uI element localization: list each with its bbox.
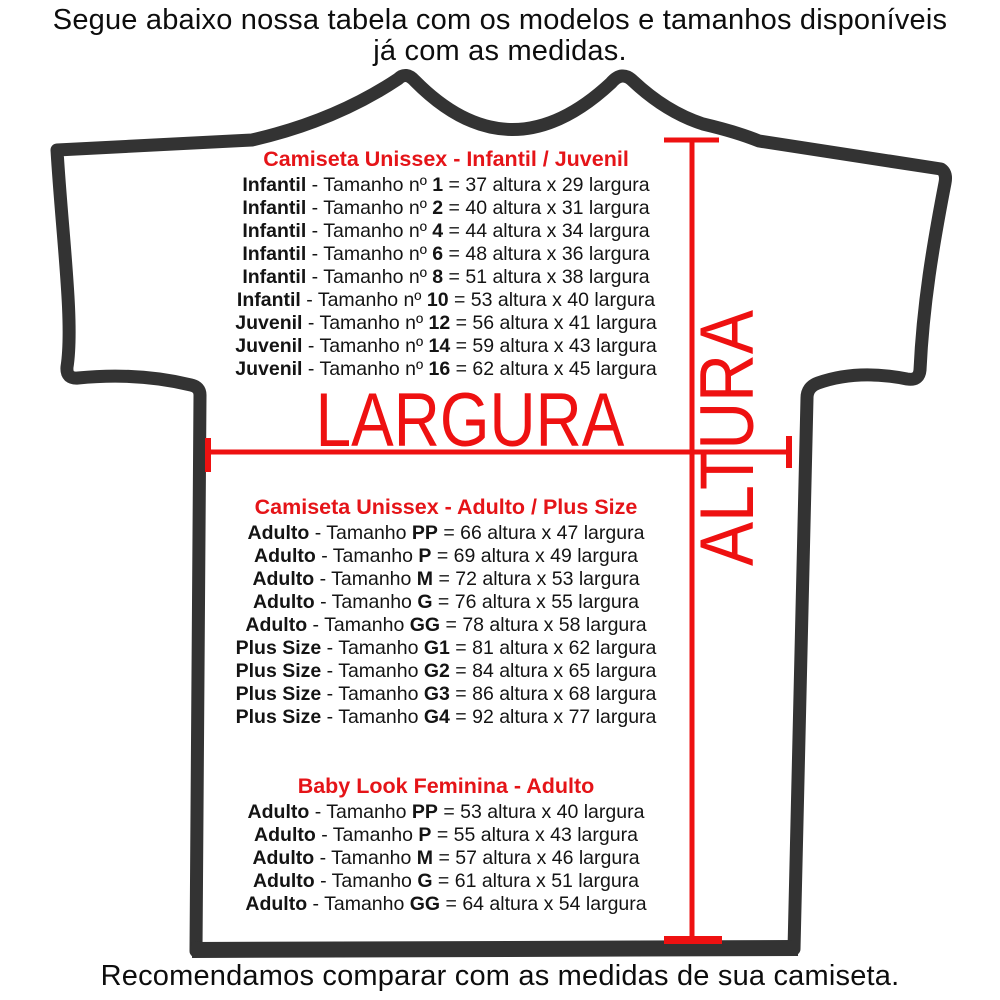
row-category: Juvenil [235,335,303,357]
row-category: Adulto [252,870,315,892]
row-category: Plus Size [235,683,322,705]
row-size: GG [409,614,441,636]
row-size: 2 [432,197,444,219]
size-row: Infantil - Tamanho nº 1 = 37 altura x 29 largura [242,174,650,196]
row-category: Juvenil [235,358,303,380]
row-size: M [416,847,434,869]
row-size: 4 [432,220,444,242]
largura-label: LARGURA [315,378,625,463]
row-category: Infantil [236,289,301,311]
section-title: Baby Look Feminina - Adulto [297,774,595,798]
row-category: Infantil [242,220,307,242]
size-row: Juvenil - Tamanho nº 16 = 62 altura x 45 largura [235,358,657,380]
row-category: Adulto [254,545,316,567]
size-row: Infantil - Tamanho nº 2 = 40 altura x 31 largura [242,197,650,219]
row-category: Infantil [242,243,307,265]
size-row: Adulto - Tamanho P = 55 altura x 43 largura [254,824,638,846]
row-size: GG [409,893,441,915]
row-category: Adulto [245,893,308,915]
row-size: G [417,870,433,892]
row-size: 8 [432,266,444,288]
row-size: P [418,545,432,567]
size-row: Adulto - Tamanho PP = 53 altura x 40 largura [247,801,645,823]
row-category: Adulto [252,568,315,590]
row-size: PP [411,522,438,544]
section-adulto-plus-size [200,494,692,729]
row-size: 6 [432,243,444,265]
size-row: Adulto - Tamanho GG = 78 altura x 58 largura [245,614,647,636]
size-row: Infantil - Tamanho nº 10 = 53 altura x 40 largura [236,289,656,311]
row-size: G2 [423,660,450,682]
section-infantil-juvenil [200,146,692,381]
section-baby-look [200,773,692,916]
size-row: Adulto - Tamanho M = 72 altura x 53 largura [252,568,640,590]
row-category: Adulto [252,847,315,869]
row-category: Infantil [242,266,307,288]
size-row: Adulto - Tamanho PP = 66 altura x 47 largura [247,522,645,544]
tshirt-hem-bar [192,948,798,950]
section-title: Camiseta Unissex - Infantil / Juvenil [263,147,629,171]
row-category: Plus Size [235,660,322,682]
row-category: Infantil [242,174,307,196]
row-category: Adulto [254,824,316,846]
footer-text: Recomendamos comparar com as medidas de sua camiseta. [100,960,900,992]
row-category: Adulto [252,591,315,613]
size-row: Juvenil - Tamanho nº 12 = 56 altura x 41 largura [235,312,657,334]
row-category: Juvenil [235,312,303,334]
size-row: Plus Size - Tamanho G4 = 92 altura x 77 largura [235,706,657,728]
size-row: Plus Size - Tamanho G2 = 84 altura x 65 largura [235,660,657,682]
size-row: Infantil - Tamanho nº 4 = 44 altura x 34 largura [242,220,650,242]
size-row: Adulto - Tamanho GG = 64 altura x 54 largura [245,893,647,915]
row-size: G1 [423,637,450,659]
size-row: Adulto - Tamanho G = 76 altura x 55 largura [252,591,640,613]
row-category: Infantil [242,197,307,219]
size-row: Adulto - Tamanho M = 57 altura x 46 largura [252,847,640,869]
row-size: 1 [432,174,444,196]
row-size: PP [411,801,438,823]
size-row: Infantil - Tamanho nº 8 = 51 altura x 38 largura [242,266,650,288]
intro-text-line1: Segue abaixo nossa tabela com os modelos e tamanhos disponíveis [52,4,948,36]
size-row: Infantil - Tamanho nº 6 = 48 altura x 36 largura [242,243,650,265]
row-size: M [416,568,434,590]
row-size: P [418,824,432,846]
row-size: G4 [423,706,450,728]
size-row: Juvenil - Tamanho nº 14 = 59 altura x 43 largura [235,335,657,357]
row-size: 10 [426,289,449,311]
row-category: Adulto [245,614,308,636]
row-category: Adulto [247,801,310,823]
row-size: G [417,591,433,613]
intro-text-line2: já com as medidas. [373,35,627,67]
row-category: Plus Size [235,706,322,728]
section-title: Camiseta Unissex - Adulto / Plus Size [254,495,638,519]
size-row: Plus Size - Tamanho G3 = 86 altura x 68 largura [235,683,657,705]
row-size: 14 [428,335,451,357]
size-row: Adulto - Tamanho G = 61 altura x 51 largura [252,870,640,892]
size-row: Plus Size - Tamanho G1 = 81 altura x 62 largura [235,637,657,659]
altura-label: ALTURA [685,310,770,566]
size-row: Adulto - Tamanho P = 69 altura x 49 largura [254,545,638,567]
row-category: Plus Size [235,637,322,659]
row-size: 12 [428,312,451,334]
row-category: Adulto [247,522,310,544]
row-size: 16 [428,358,451,380]
row-size: G3 [423,683,450,705]
